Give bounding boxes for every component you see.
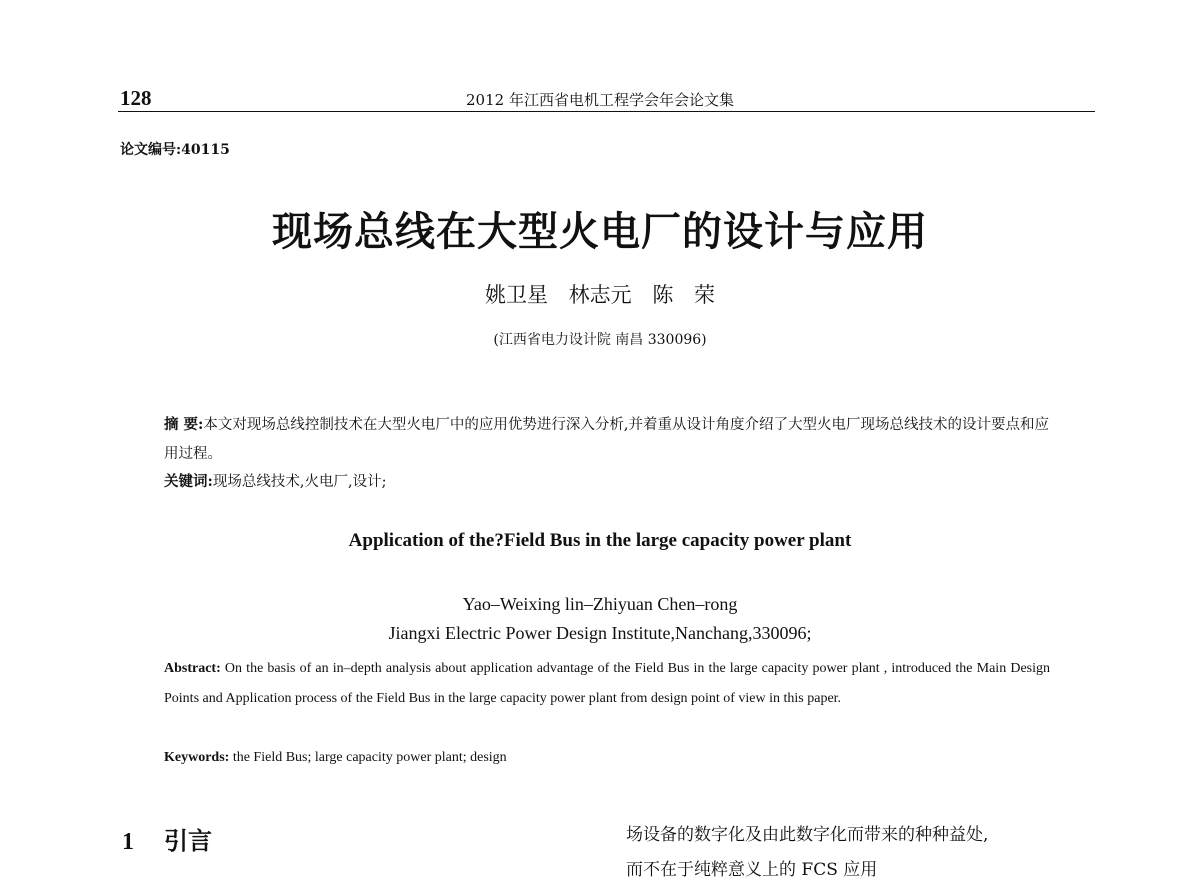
section-1-heading <box>122 821 212 856</box>
page-number: 128 <box>120 86 152 110</box>
running-header: 2012 年江西省电机工程学会年会论文集 <box>466 91 734 109</box>
keywords-en-text: the Field Bus; large capacity power plant; design <box>232 750 507 765</box>
body-right-column <box>626 818 1096 888</box>
body-line-2: 而不在于纯粹意义上的 FCS 应用 <box>626 860 878 880</box>
body-line-1: 场设备的数字化及由此数字化而带来的种种益处, <box>626 825 989 845</box>
paper-title: 现场总线在大型火电厂的设计与应用 <box>272 209 928 255</box>
english-title: Application of the?Field Bus in the large capacity power plant <box>348 530 852 551</box>
english-affiliation: Jiangxi Electric Power Design Institute,Nanchang,330096; <box>388 623 812 643</box>
keywords-cn-text: 现场总线技术,火电厂,设计; <box>212 474 387 490</box>
paper-id: 论文编号:40115 <box>120 142 230 158</box>
keywords-en-label: Keywords: <box>164 750 230 765</box>
english-authors: Yao–Weixing lin–Zhiyuan Chen–rong <box>462 594 738 614</box>
keywords-cn-label: 关键词: <box>164 473 213 490</box>
section-1-number: 1 <box>122 829 134 855</box>
abstract-en <box>164 654 1050 714</box>
abstract-en-label: Abstract: <box>164 661 221 676</box>
abstract-cn <box>164 410 1054 469</box>
keywords-en <box>164 743 1050 773</box>
keywords-cn <box>164 467 1054 497</box>
section-1-title: 引言 <box>164 827 212 855</box>
affiliation: (江西省电力设计院 南昌 330096) <box>493 332 707 348</box>
abstract-cn-text: 本文对现场总线控制技术在大型火电厂中的应用优势进行深入分析,并着重从设计角度介绍了大型火电厂现场总线技术的设计要点和应用过程。 <box>164 417 1050 462</box>
header-rule <box>118 111 1095 112</box>
abstract-en-text: On the basis of an in–depth analysis about application advantage of the Field Bus in the large capacity power plant , introduced the Main Design Points and Application process of the Field Bus in the large capacity power plant from design point of view in this paper. <box>164 661 1051 706</box>
authors: 姚卫星 林志元 陈 荣 <box>484 283 716 307</box>
abstract-cn-label: 摘 要: <box>164 416 204 433</box>
